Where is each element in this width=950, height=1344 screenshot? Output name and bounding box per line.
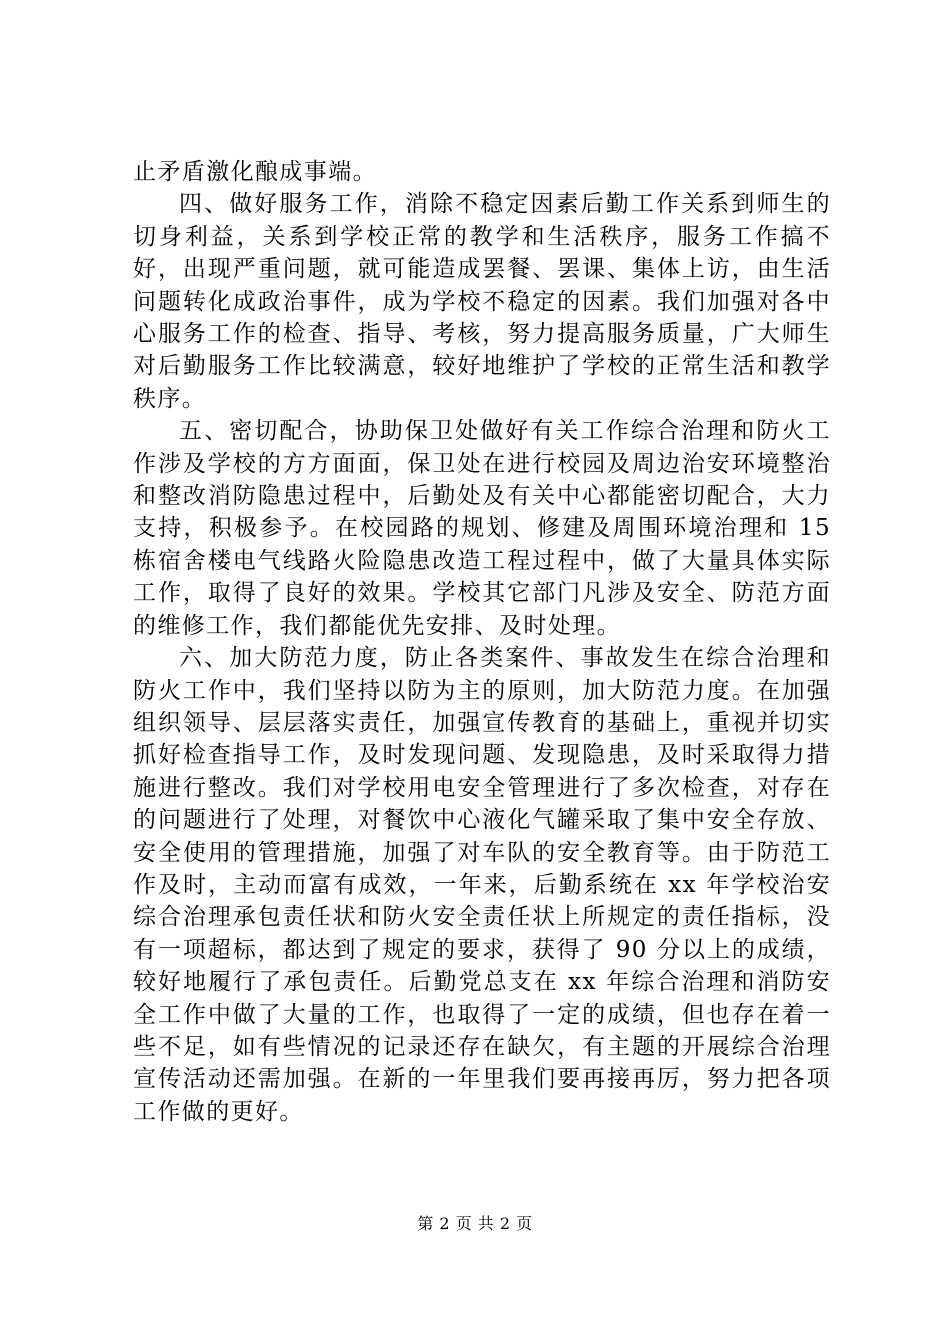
document-body	[133, 156, 831, 1128]
paragraph-continuation: 止矛盾激化酿成事端。	[133, 159, 377, 185]
page-footer: 第 2 页 共 2 页	[417, 1214, 533, 1233]
paragraph-cooperation: 五、密切配合，协助保卫处做好有关工作综合治理和防火工作涉及学校的方方面面，保卫处在进行校园及周边治安环境整治和整改消防隐患过程中，后勤处及有关中心都能密切配合，大力支持，积极参予。在校园路的规划、修建及周围环境治理和 15 栋宿舍楼电气线路火险隐患改造工程过程中，做了大量具体实际工作，取得了良好的效果。学校其它部门凡涉及安全、防范方面的维修工作，我们都能优先安排、及时处理。	[133, 418, 831, 639]
paragraph-service-work: 四、做好服务工作，消除不稳定因素后勤工作关系到师生的切身利益，关系到学校正常的教学和生活秩序，服务工作搞不好，出现严重问题，就可能造成罢餐、罢课、集体上访，由生活问题转化成政治事件，成为学校不稳定的因素。我们加强对各中心服务工作的检查、指导、考核，努力提高服务质量，广大师生对后勤服务工作比较满意，较好地维护了学校的正常生活和教学秩序。	[133, 191, 831, 412]
paragraph-prevention: 六、加大防范力度，防止各类案件、事故发生在综合治理和防火工作中，我们坚持以防为主的原则，加大防范力度。在加强组织领导、层层落实责任，加强宣传教育的基础上，重视并切实抓好检查指导工作，及时发现问题、发现隐患，及时采取得力措施进行整改。我们对学校用电安全管理进行了多次检查，对存在的问题进行了处理，对餐饮中心液化气罐采取了集中安全存放、安全使用的管理措施，加强了对车队的安全教育等。由于防范工作及时，主动而富有成效，一年来，后勤系统在 xx 年学校治安综合治理承包责任状和防火安全责任状上所规定的责任指标，没有一项超标，都达到了规定的要求，获得了 90 分以上的成绩，较好地履行了承包责任。后勤党总支在 xx 年综合治理和消防安全工作中做了大量的工作，也取得了一定的成绩，但也存在着一些不足，如有些情况的记录还存在缺欠，有主题的开展综合治理宣传活动还需加强。在新的一年里我们要再接再厉，努力把各项工作做的更好。	[133, 645, 831, 1125]
